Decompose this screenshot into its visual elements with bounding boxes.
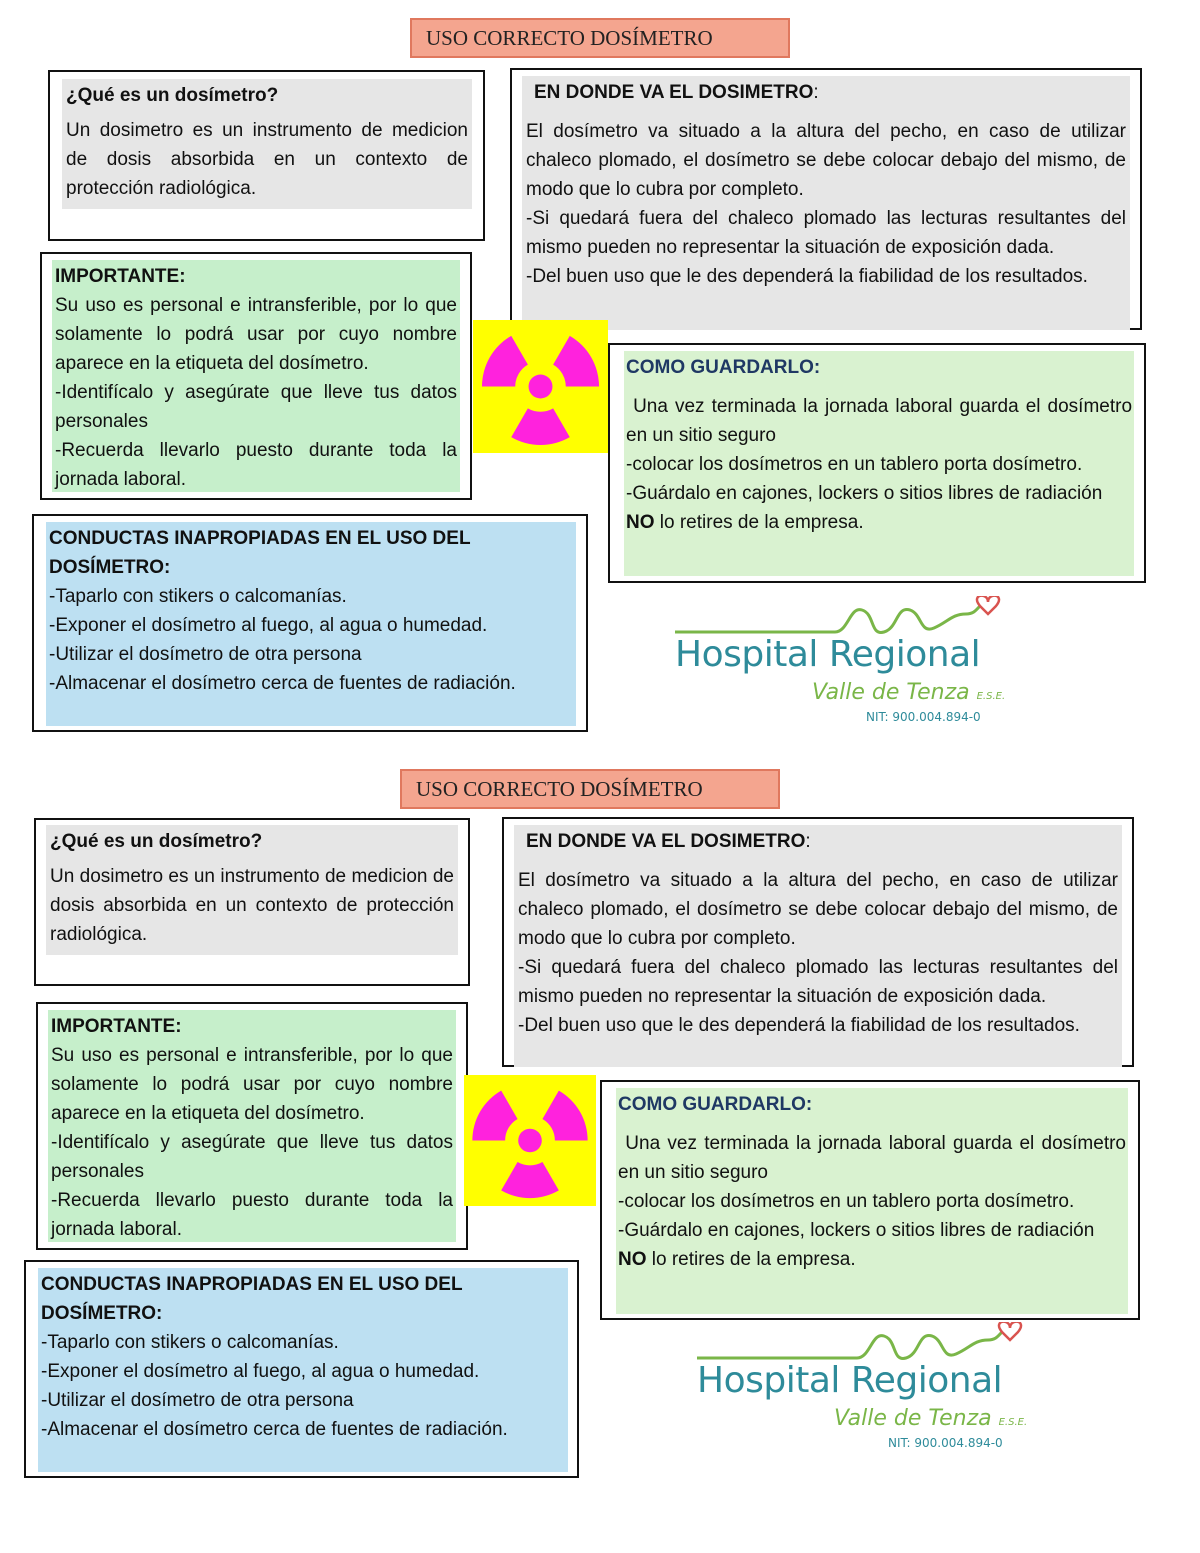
logo-name: Hospital Regional bbox=[675, 634, 981, 675]
donde-va-line: -Si quedará fuera del chaleco plomado las lecturas resultantes del mismo pueden no representar la situación de exposición dada. bbox=[526, 208, 1126, 258]
logo-ese: E.S.E. bbox=[976, 691, 1006, 702]
donde-va-line: El dosímetro va situado a la altura del pecho, en caso de utilizar chaleco plomado, el dosímetro se debe colocar debajo del mismo, de modo que lo cubra por completo. bbox=[526, 121, 1126, 200]
como-guardarlo-no-rest: lo retires de la empresa. bbox=[646, 1249, 856, 1270]
title-text: USO CORRECTO DOSÍMETRO bbox=[416, 776, 703, 801]
que-es-card bbox=[48, 70, 485, 241]
radiation-sign bbox=[464, 1075, 596, 1206]
como-guardarlo-no-rest: lo retires de la empresa. bbox=[654, 512, 864, 533]
como-guardarlo-line: Una vez terminada la jornada laboral guarda el dosímetro en un sitio seguro bbox=[618, 1133, 1132, 1183]
conductas-line: -Almacenar el dosímetro cerca de fuentes de radiación. bbox=[49, 673, 516, 694]
conductas-line: -Utilizar el dosímetro de otra persona bbox=[49, 644, 362, 665]
importante-line: -Recuerda llevarlo puesto durante toda la jornada laboral. bbox=[55, 440, 457, 490]
que-es-heading: ¿Qué es un dosímetro? bbox=[50, 831, 263, 852]
conductas-line: -Exponer el dosímetro al fuego, al agua o humedad. bbox=[41, 1361, 480, 1382]
conductas-line: -Exponer el dosímetro al fuego, al agua o humedad. bbox=[49, 615, 488, 636]
radiation-trefoil-icon bbox=[473, 320, 608, 453]
como-guardarlo-card bbox=[608, 343, 1146, 583]
como-guardarlo-heading: COMO GUARDARLO: bbox=[626, 357, 821, 378]
importante-card bbox=[40, 252, 472, 500]
como-guardarlo-line: -colocar los dosímetros en un tablero porta dosímetro. bbox=[626, 454, 1083, 475]
title-text: USO CORRECTO DOSÍMETRO bbox=[426, 25, 713, 50]
importante-line: -Identifícalo y asegúrate que lleve tus datos personales bbox=[51, 1132, 453, 1182]
logo-sub: Valle de Tenza bbox=[834, 1406, 992, 1431]
que-es-body: Un dosimetro es un instrumento de medicion de dosis absorbida en un contexto de protección radiológica. bbox=[50, 866, 454, 945]
como-guardarlo-line: Una vez terminada la jornada laboral guarda el dosímetro en un sitio seguro bbox=[626, 396, 1138, 446]
importante-line: Su uso es personal e intransferible, por lo que solamente lo podrá usar por cuyo nombre aparece en la etiqueta del dosímetro. bbox=[55, 295, 457, 374]
como-guardarlo-line: -Guárdalo en cajones, lockers o sitios libres de radiación bbox=[626, 483, 1103, 504]
como-guardarlo-no: NO bbox=[618, 1249, 647, 1270]
como-guardarlo-card bbox=[600, 1080, 1140, 1320]
section-title bbox=[410, 18, 790, 58]
donde-va-line: -Del buen uso que le des dependerá la fiabilidad de los resultados. bbox=[526, 266, 1088, 287]
importante-line: -Identifícalo y asegúrate que lleve tus datos personales bbox=[55, 382, 457, 432]
conductas-line: -Taparlo con stikers o calcomanías. bbox=[49, 586, 347, 607]
donde-va-heading: EN DONDE VA EL DOSIMETRO bbox=[526, 831, 806, 852]
importante-heading: IMPORTANTE: bbox=[55, 266, 186, 287]
donde-va-line: El dosímetro va situado a la altura del pecho, en caso de utilizar chaleco plomado, el dosímetro se debe colocar debajo del mismo, de modo que lo cubra por completo. bbox=[518, 870, 1118, 949]
logo-name: Hospital Regional bbox=[697, 1360, 1003, 1401]
donde-va-line: -Del buen uso que le des dependerá la fiabilidad de los resultados. bbox=[518, 1015, 1080, 1036]
donde-va-line: -Si quedará fuera del chaleco plomado las lecturas resultantes del mismo pueden no representar la situación de exposición dada. bbox=[518, 957, 1118, 1007]
como-guardarlo-no: NO bbox=[626, 512, 655, 533]
importante-line: Su uso es personal e intransferible, por lo que solamente lo podrá usar por cuyo nombre aparece en la etiqueta del dosímetro. bbox=[51, 1045, 453, 1124]
conductas-heading: CONDUCTAS INAPROPIADAS EN EL USO DEL DOSÍMETRO: bbox=[41, 1274, 463, 1324]
conductas-line: -Taparlo con stikers o calcomanías. bbox=[41, 1332, 339, 1353]
importante-card bbox=[36, 1002, 468, 1250]
que-es-body: Un dosimetro es un instrumento de medicion de dosis absorbida en un contexto de protección radiológica. bbox=[66, 120, 468, 199]
que-es-card bbox=[34, 818, 470, 986]
importante-line: -Recuerda llevarlo puesto durante toda la jornada laboral. bbox=[51, 1190, 453, 1240]
como-guardarlo-heading: COMO GUARDARLO: bbox=[618, 1094, 813, 1115]
conductas-line: -Almacenar el dosímetro cerca de fuentes de radiación. bbox=[41, 1419, 508, 1440]
conductas-line: -Utilizar el dosímetro de otra persona bbox=[41, 1390, 354, 1411]
logo-nit: NIT: 900.004.894-0 bbox=[866, 710, 981, 724]
section-title bbox=[400, 769, 780, 809]
logo-ese: E.S.E. bbox=[998, 1417, 1028, 1428]
donde-va-heading: EN DONDE VA EL DOSIMETRO bbox=[534, 82, 814, 103]
logo-sub: Valle de Tenza bbox=[812, 680, 970, 705]
donde-va-card bbox=[510, 68, 1142, 330]
radiation-trefoil-icon bbox=[464, 1075, 596, 1206]
como-guardarlo-line: -Guárdalo en cajones, lockers o sitios libres de radiación bbox=[618, 1220, 1095, 1241]
hospital-logo bbox=[692, 1322, 1032, 1457]
conductas-card bbox=[32, 514, 588, 732]
conductas-card bbox=[24, 1260, 579, 1478]
radiation-sign bbox=[473, 320, 608, 453]
hospital-logo bbox=[670, 596, 1010, 731]
donde-va-heading-suffix: : bbox=[813, 82, 819, 103]
logo-nit: NIT: 900.004.894-0 bbox=[888, 1436, 1003, 1450]
donde-va-card bbox=[502, 817, 1134, 1067]
conductas-heading: CONDUCTAS INAPROPIADAS EN EL USO DEL DOSÍMETRO: bbox=[49, 528, 471, 578]
que-es-heading: ¿Qué es un dosímetro? bbox=[66, 85, 279, 106]
importante-heading: IMPORTANTE: bbox=[51, 1016, 182, 1037]
como-guardarlo-line: -colocar los dosímetros en un tablero porta dosímetro. bbox=[618, 1191, 1075, 1212]
donde-va-heading-suffix: : bbox=[805, 831, 811, 852]
